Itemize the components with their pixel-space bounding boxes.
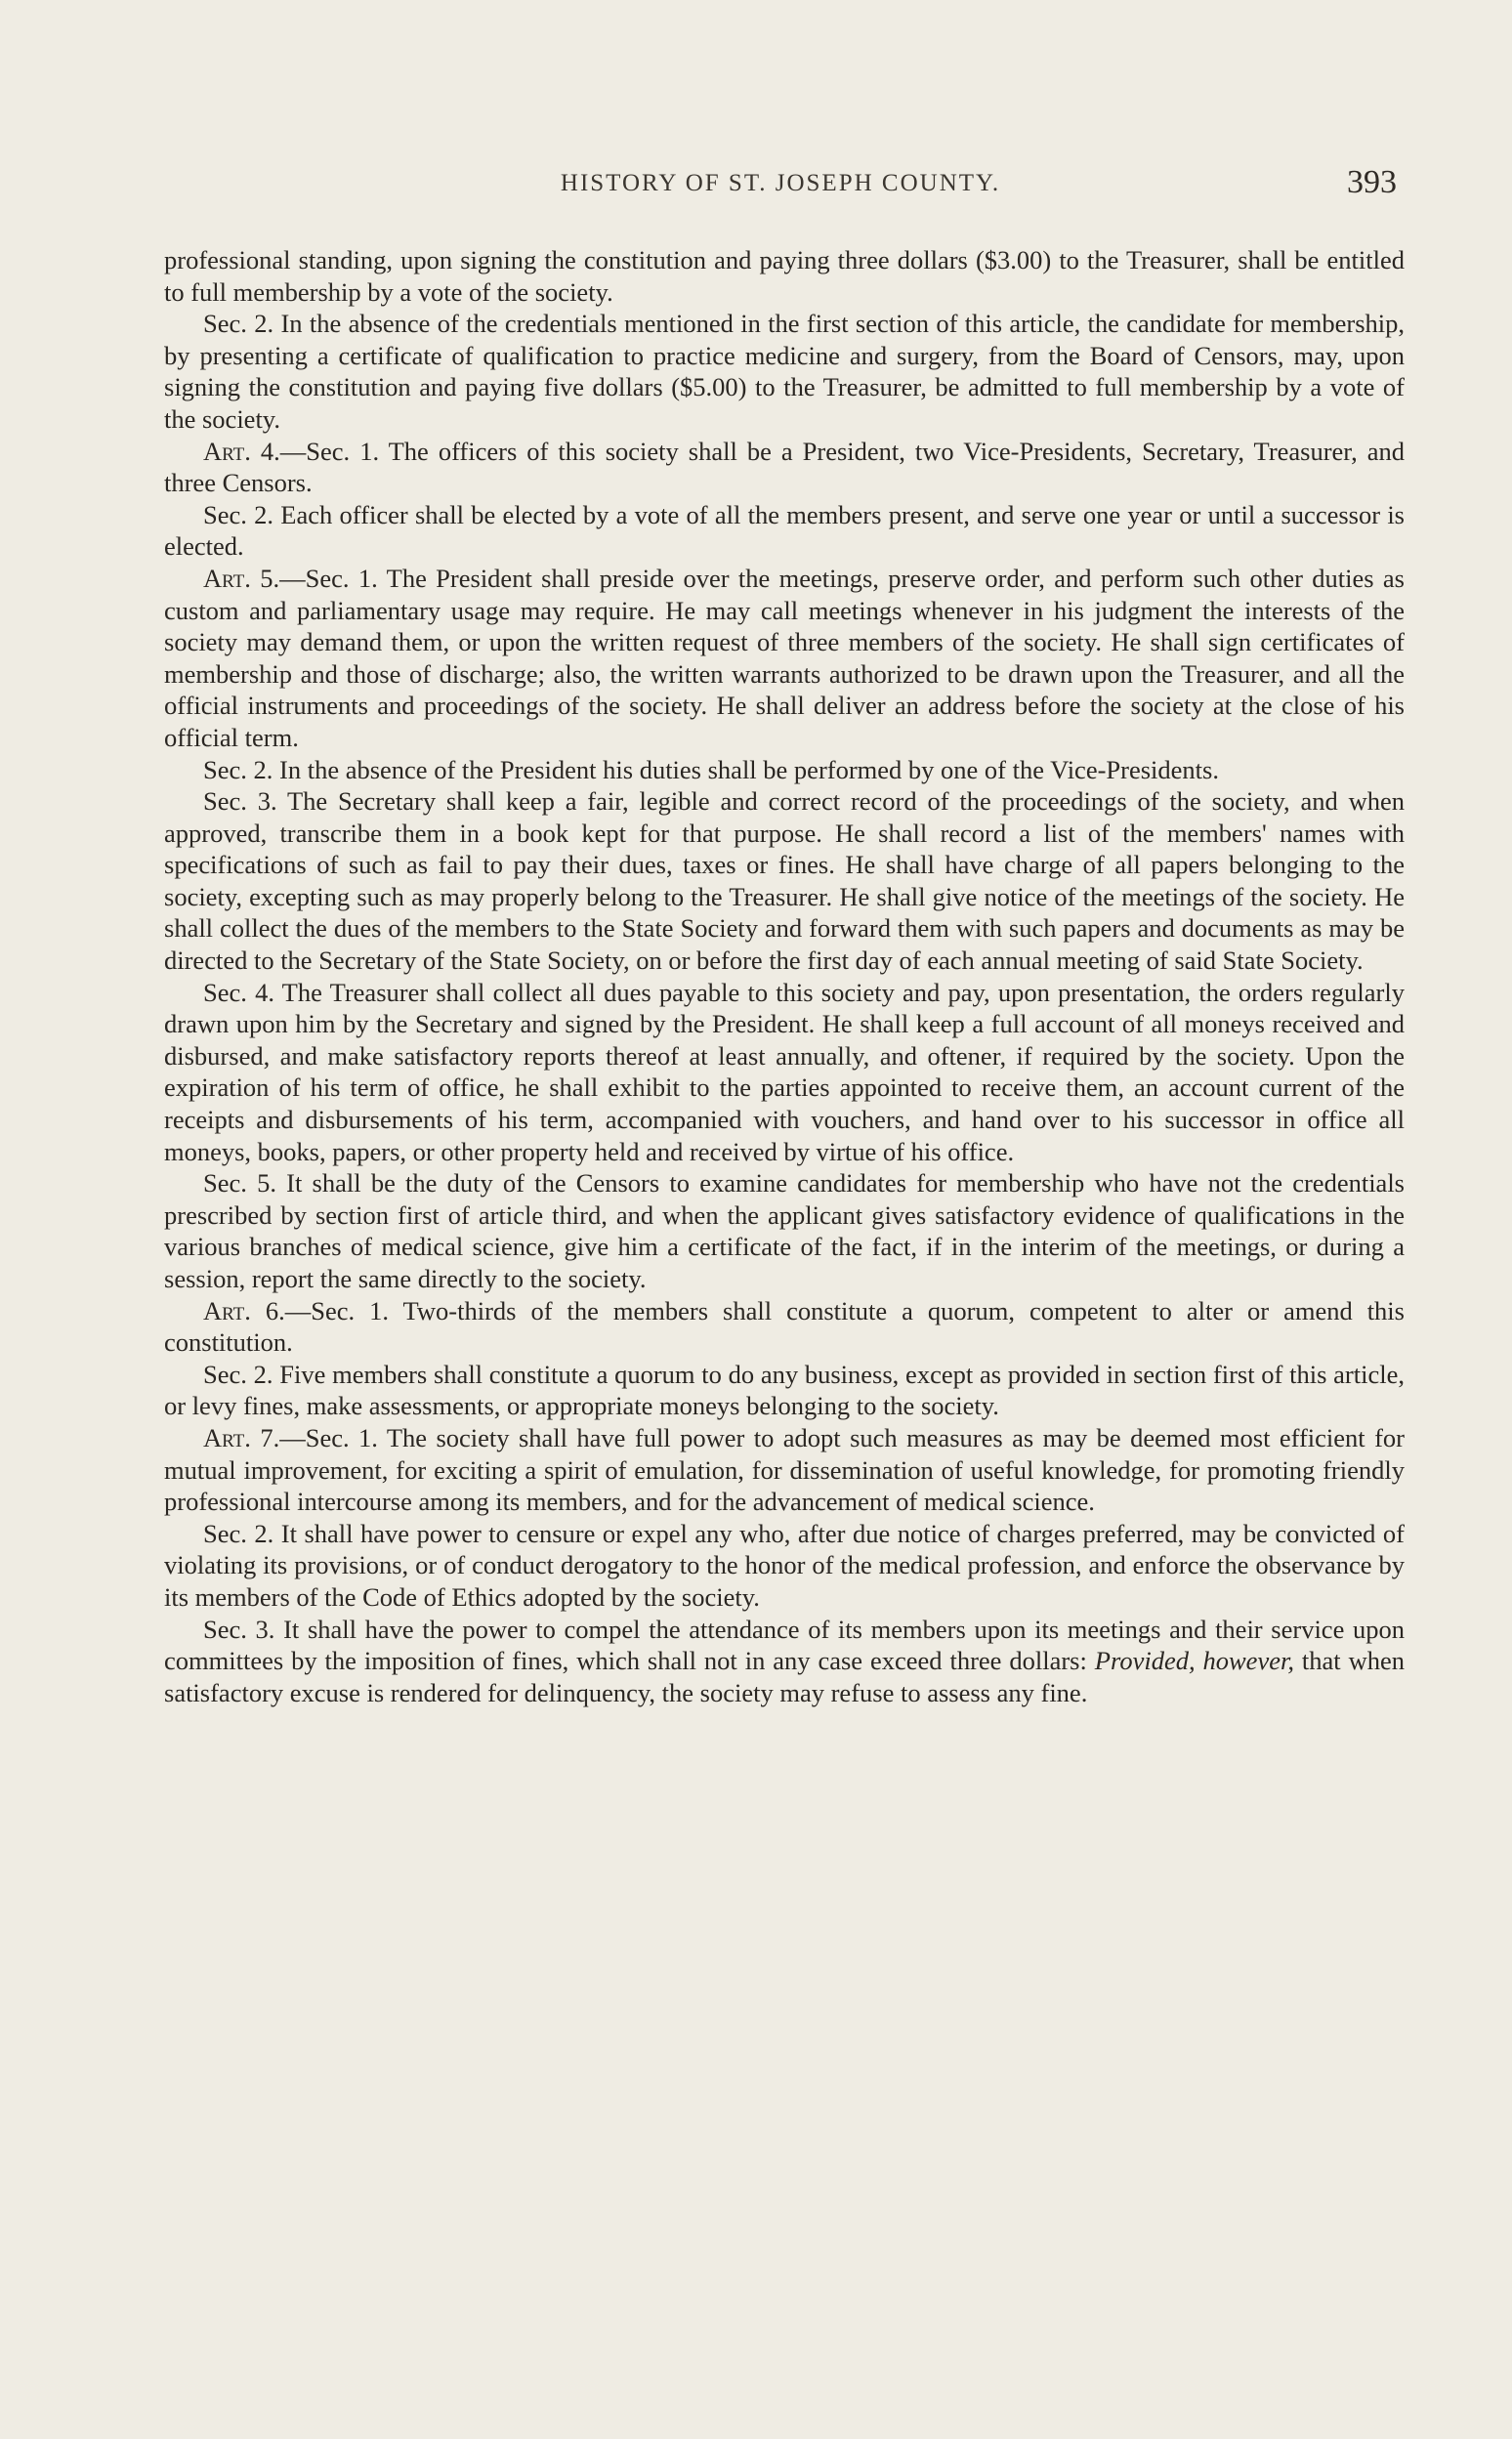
paragraph-text: Sec. 5. It shall be the duty of the Censors to examine candidates for membership who have not the credentials prescribed by section first of article third, and when the applicant gives satisfactory evidence of qualifications in the various branches of medical science, give him a certificate of the fact, if in the interim of the meetings, or during a session, report the same directly to the society. xyxy=(164,1168,1405,1293)
paragraph-text: Sec. 2. It shall have power to censure or expel any who, after due notice of charges preferred, may be convicted of violating its provisions, or of conduct derogatory to the honor of the medical profession, and enforce the observance by its members of the Code of Ethics adopted by the society. xyxy=(164,1518,1405,1612)
paragraph-text: Sec. 3. The Secretary shall keep a fair, legible and correct record of the proceedings of the society, and when approved, transcribe them in a book kept for that purpose. He shall record a list of the members' names with specifications of such as fail to pay their dues, taxes or fines. He shall have charge of all papers belonging to the society, excepting such as may properly belong to the Treasurer. He shall give notice of the meetings of the society. He shall collect the dues of the members to the State Society and forward them with such papers and documents as may be directed to the Secretary of the State Society, on or before the first day of each annual meeting of said State Society. xyxy=(164,786,1405,976)
paragraph-art6-sec1 xyxy=(164,1295,1405,1359)
paragraph-text: Sec. 4. The Treasurer shall collect all dues payable to this society and pay, upon presentation, the orders regularly drawn upon him by the Secretary and signed by the President. He shall keep a full account of all moneys received and disbursed, and make satisfactory reports thereof at least annually, and oftener, if required by the society. Upon the expiration of his term of office, he shall exhibit to the parties appointed to receive them, an account current of the receipts and disbursements of his term, accompanied with vouchers, and hand over to his successor in office all moneys, books, papers, or other property held and received by virtue of his office. xyxy=(164,977,1405,1166)
paragraph-text: —Sec. 1. The President shall preside over the meetings, preserve order, and perform such other duties as custom and parliamentary usage may require. He may call meetings whenever in his judgment the interests of the society may demand them, or upon the written request of three members of the society. He shall sign certificates of membership and those of discharge; also, the written warrants authorized to be drawn upon the Treasurer, and all the official instruments and proceedings of the society. He shall deliver an address before the society at the close of his official term. xyxy=(164,563,1405,752)
paragraph-art5-sec5 xyxy=(164,1167,1405,1294)
paragraph-art5-sec2 xyxy=(164,754,1405,786)
paragraph-art7-sec2 xyxy=(164,1518,1405,1614)
paragraph-text: professional standing, upon signing the constitution and paying three dollars ($3.00) to the Treasurer, shall be entitled to full membership by a vote of the society. xyxy=(164,245,1405,307)
paragraph-text: Sec. 2. In the absence of the President his duties shall be performed by one of the Vice-Presidents. xyxy=(203,754,1219,784)
paragraph-art7-sec1 xyxy=(164,1422,1405,1518)
body-text xyxy=(164,244,1405,1708)
paragraph-art3-sec2 xyxy=(164,308,1405,435)
paragraph-text: —Sec. 1. The society shall have full power to adopt such measures as may be deemed most efficient for mutual improvement, for exciting a spirit of emulation, for dissemination of useful knowledge, for promoting friendly professional intercourse among its members, and for the advancement of medical science. xyxy=(164,1422,1405,1517)
article-label: Art. 7. xyxy=(203,1422,280,1452)
article-label: Art. 6. xyxy=(203,1295,285,1325)
page-number: 393 xyxy=(1347,164,1397,200)
paragraph-text: Sec. 2. Five members shall constitute a quorum to do any business, except as provided in section first of this article, or levy fines, make assessments, or appropriate moneys belonging to the society. xyxy=(164,1359,1405,1421)
paragraph-art4-sec2 xyxy=(164,499,1405,563)
paragraph-text: —Sec. 1. Two-thirds of the members shall constitute a quorum, competent to alter or amend this constitution. xyxy=(164,1295,1405,1358)
paragraph-art5-sec3 xyxy=(164,785,1405,977)
paragraph-art7-sec3 xyxy=(164,1614,1405,1709)
paragraph-art4-sec1 xyxy=(164,436,1405,499)
italic-proviso: Provided, however, xyxy=(1094,1646,1294,1676)
paragraph-art6-sec2 xyxy=(164,1359,1405,1422)
paragraph-text: Sec. 2. Each officer shall be elected by a vote of all the members present, and serve one year or until a successor is elected. xyxy=(164,499,1405,562)
paragraph-text: Sec. 3. It shall have the power to compel the attendance of its members upon its meetings and their service upon committees by the imposition of fines, which shall not in any case exceed three dollars: xyxy=(164,1614,1405,1676)
paragraph-continuation xyxy=(164,244,1405,308)
paragraph-art5-sec1 xyxy=(164,563,1405,754)
paragraph-art5-sec4 xyxy=(164,977,1405,1168)
article-label: Art. 5. xyxy=(203,563,280,593)
page-header xyxy=(164,164,1397,207)
running-title: HISTORY OF ST. JOSEPH COUNTY. xyxy=(560,170,1001,196)
paragraph-text: —Sec. 1. The officers of this society shall be a President, two Vice-Presidents, Secretary, Treasurer, and three Censors. xyxy=(164,436,1405,498)
paragraph-tail: that when satisfactory excuse is rendered for delinquency, the society may refuse to assess any fine. xyxy=(164,1646,1405,1707)
paragraph-text: Sec. 2. In the absence of the credentials mentioned in the first section of this article, the candidate for membership, by presenting a certificate of qualification to practice medicine and surgery, from the Board of Censors, may, upon signing the constitution and paying five dollars ($5.00) to the Treasurer, be admitted to full membership by a vote of the society. xyxy=(164,309,1405,434)
article-label: Art. 4. xyxy=(203,436,280,466)
